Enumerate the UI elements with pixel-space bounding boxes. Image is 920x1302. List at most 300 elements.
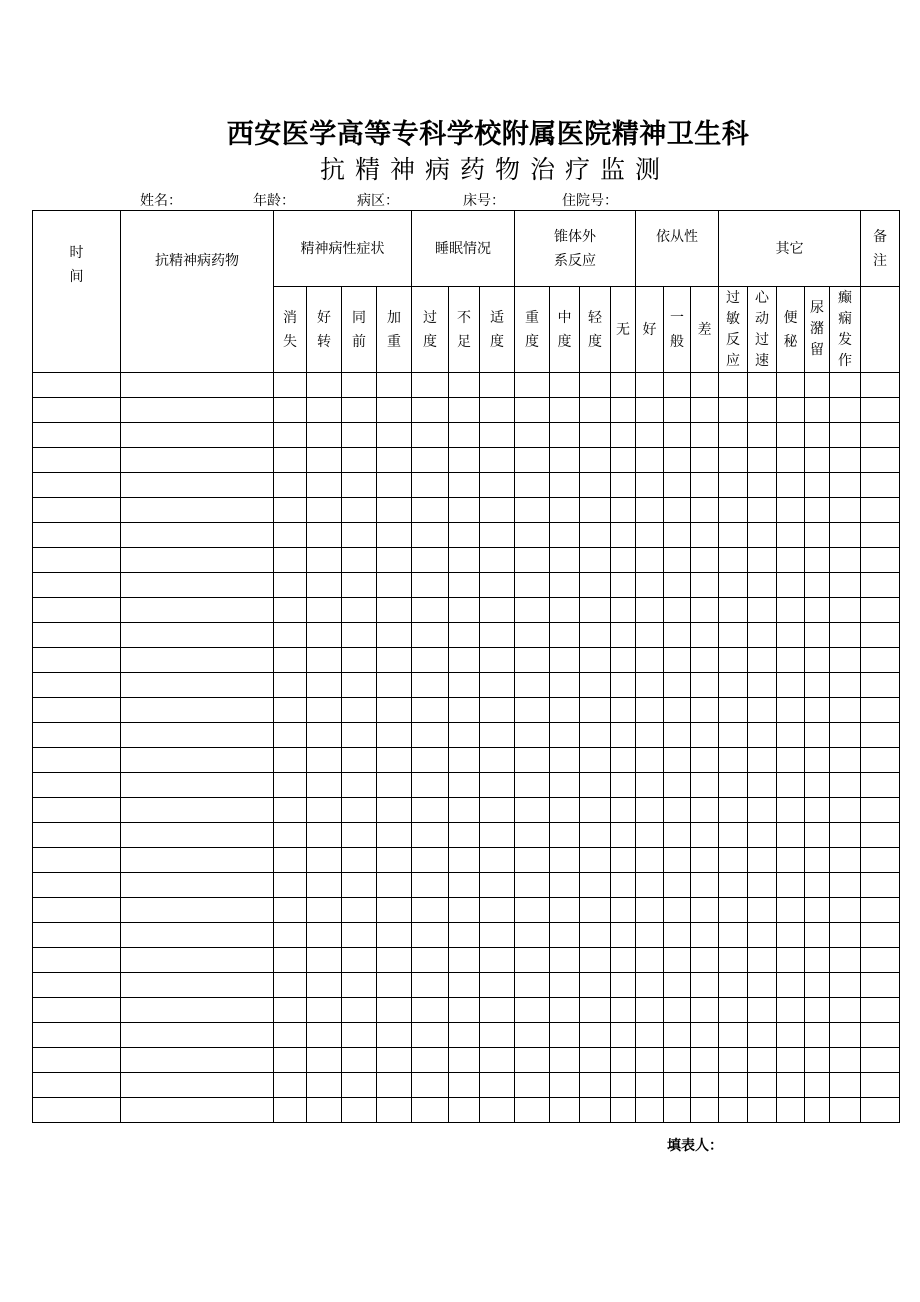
entry-cell[interactable] — [307, 523, 342, 548]
entry-cell[interactable] — [515, 548, 550, 573]
entry-cell[interactable] — [830, 448, 861, 473]
entry-cell[interactable] — [449, 373, 480, 398]
entry-cell[interactable] — [412, 998, 449, 1023]
entry-cell[interactable] — [550, 498, 580, 523]
entry-cell[interactable] — [830, 473, 861, 498]
entry-cell[interactable] — [719, 748, 748, 773]
entry-cell[interactable] — [274, 823, 307, 848]
entry-cell[interactable] — [611, 523, 636, 548]
entry-cell[interactable] — [33, 848, 121, 873]
entry-cell[interactable] — [777, 473, 805, 498]
entry-cell[interactable] — [805, 1048, 830, 1073]
entry-cell[interactable] — [861, 698, 900, 723]
entry-cell[interactable] — [307, 923, 342, 948]
entry-cell[interactable] — [33, 1023, 121, 1048]
entry-cell[interactable] — [691, 498, 719, 523]
entry-cell[interactable] — [550, 373, 580, 398]
entry-cell[interactable] — [121, 873, 274, 898]
entry-cell[interactable] — [515, 473, 550, 498]
entry-cell[interactable] — [636, 923, 664, 948]
entry-cell[interactable] — [342, 673, 377, 698]
entry-cell[interactable] — [611, 698, 636, 723]
entry-cell[interactable] — [33, 1073, 121, 1098]
entry-cell[interactable] — [580, 623, 611, 648]
entry-cell[interactable] — [748, 598, 777, 623]
entry-cell[interactable] — [691, 448, 719, 473]
entry-cell[interactable] — [691, 548, 719, 573]
entry-cell[interactable] — [480, 773, 515, 798]
entry-cell[interactable] — [611, 473, 636, 498]
entry-cell[interactable] — [449, 523, 480, 548]
entry-cell[interactable] — [121, 623, 274, 648]
entry-cell[interactable] — [377, 748, 412, 773]
entry-cell[interactable] — [515, 573, 550, 598]
entry-cell[interactable] — [274, 723, 307, 748]
entry-cell[interactable] — [664, 923, 691, 948]
entry-cell[interactable] — [611, 373, 636, 398]
entry-cell[interactable] — [377, 448, 412, 473]
entry-cell[interactable] — [342, 373, 377, 398]
entry-cell[interactable] — [830, 598, 861, 623]
entry-cell[interactable] — [33, 1098, 121, 1123]
entry-cell[interactable] — [636, 748, 664, 773]
entry-cell[interactable] — [777, 948, 805, 973]
entry-cell[interactable] — [664, 998, 691, 1023]
entry-cell[interactable] — [121, 598, 274, 623]
entry-cell[interactable] — [377, 1098, 412, 1123]
entry-cell[interactable] — [274, 598, 307, 623]
entry-cell[interactable] — [377, 498, 412, 523]
entry-cell[interactable] — [777, 823, 805, 848]
entry-cell[interactable] — [861, 473, 900, 498]
entry-cell[interactable] — [830, 973, 861, 998]
entry-cell[interactable] — [480, 698, 515, 723]
entry-cell[interactable] — [342, 798, 377, 823]
entry-cell[interactable] — [691, 1073, 719, 1098]
entry-cell[interactable] — [580, 898, 611, 923]
entry-cell[interactable] — [719, 598, 748, 623]
entry-cell[interactable] — [274, 1023, 307, 1048]
entry-cell[interactable] — [748, 423, 777, 448]
entry-cell[interactable] — [719, 1073, 748, 1098]
entry-cell[interactable] — [580, 548, 611, 573]
entry-cell[interactable] — [121, 448, 274, 473]
entry-cell[interactable] — [636, 423, 664, 448]
entry-cell[interactable] — [412, 973, 449, 998]
entry-cell[interactable] — [611, 823, 636, 848]
entry-cell[interactable] — [580, 948, 611, 973]
entry-cell[interactable] — [480, 598, 515, 623]
entry-cell[interactable] — [664, 598, 691, 623]
entry-cell[interactable] — [664, 398, 691, 423]
entry-cell[interactable] — [480, 948, 515, 973]
entry-cell[interactable] — [580, 873, 611, 898]
entry-cell[interactable] — [748, 1073, 777, 1098]
entry-cell[interactable] — [121, 1023, 274, 1048]
entry-cell[interactable] — [377, 623, 412, 648]
entry-cell[interactable] — [580, 473, 611, 498]
entry-cell[interactable] — [33, 623, 121, 648]
entry-cell[interactable] — [748, 523, 777, 548]
entry-cell[interactable] — [664, 973, 691, 998]
entry-cell[interactable] — [636, 898, 664, 923]
entry-cell[interactable] — [307, 973, 342, 998]
entry-cell[interactable] — [664, 498, 691, 523]
entry-cell[interactable] — [412, 398, 449, 423]
entry-cell[interactable] — [805, 698, 830, 723]
entry-cell[interactable] — [719, 973, 748, 998]
entry-cell[interactable] — [636, 473, 664, 498]
entry-cell[interactable] — [33, 898, 121, 923]
entry-cell[interactable] — [664, 573, 691, 598]
entry-cell[interactable] — [611, 798, 636, 823]
entry-cell[interactable] — [580, 498, 611, 523]
entry-cell[interactable] — [449, 1098, 480, 1123]
entry-cell[interactable] — [691, 423, 719, 448]
entry-cell[interactable] — [412, 373, 449, 398]
entry-cell[interactable] — [861, 1073, 900, 1098]
entry-cell[interactable] — [274, 448, 307, 473]
entry-cell[interactable] — [33, 373, 121, 398]
entry-cell[interactable] — [449, 773, 480, 798]
entry-cell[interactable] — [636, 1023, 664, 1048]
entry-cell[interactable] — [550, 723, 580, 748]
entry-cell[interactable] — [480, 1098, 515, 1123]
entry-cell[interactable] — [830, 923, 861, 948]
entry-cell[interactable] — [691, 648, 719, 673]
entry-cell[interactable] — [830, 398, 861, 423]
entry-cell[interactable] — [861, 1023, 900, 1048]
entry-cell[interactable] — [550, 523, 580, 548]
entry-cell[interactable] — [830, 723, 861, 748]
entry-cell[interactable] — [636, 973, 664, 998]
entry-cell[interactable] — [691, 573, 719, 598]
entry-cell[interactable] — [515, 923, 550, 948]
entry-cell[interactable] — [377, 1023, 412, 1048]
entry-cell[interactable] — [777, 998, 805, 1023]
entry-cell[interactable] — [449, 648, 480, 673]
entry-cell[interactable] — [33, 648, 121, 673]
entry-cell[interactable] — [515, 423, 550, 448]
entry-cell[interactable] — [777, 973, 805, 998]
entry-cell[interactable] — [691, 598, 719, 623]
entry-cell[interactable] — [777, 723, 805, 748]
entry-cell[interactable] — [861, 823, 900, 848]
entry-cell[interactable] — [515, 723, 550, 748]
entry-cell[interactable] — [719, 723, 748, 748]
entry-cell[interactable] — [307, 1098, 342, 1123]
entry-cell[interactable] — [449, 748, 480, 773]
entry-cell[interactable] — [121, 698, 274, 723]
entry-cell[interactable] — [550, 648, 580, 673]
entry-cell[interactable] — [719, 773, 748, 798]
entry-cell[interactable] — [550, 848, 580, 873]
entry-cell[interactable] — [342, 948, 377, 973]
entry-cell[interactable] — [550, 1073, 580, 1098]
entry-cell[interactable] — [664, 723, 691, 748]
entry-cell[interactable] — [307, 898, 342, 923]
entry-cell[interactable] — [611, 623, 636, 648]
entry-cell[interactable] — [805, 748, 830, 773]
entry-cell[interactable] — [121, 398, 274, 423]
entry-cell[interactable] — [830, 773, 861, 798]
entry-cell[interactable] — [691, 1023, 719, 1048]
entry-cell[interactable] — [580, 673, 611, 698]
entry-cell[interactable] — [449, 673, 480, 698]
entry-cell[interactable] — [636, 998, 664, 1023]
entry-cell[interactable] — [861, 648, 900, 673]
entry-cell[interactable] — [748, 723, 777, 748]
entry-cell[interactable] — [307, 1023, 342, 1048]
entry-cell[interactable] — [274, 848, 307, 873]
entry-cell[interactable] — [480, 523, 515, 548]
entry-cell[interactable] — [342, 848, 377, 873]
entry-cell[interactable] — [515, 798, 550, 823]
entry-cell[interactable] — [377, 598, 412, 623]
entry-cell[interactable] — [805, 1023, 830, 1048]
entry-cell[interactable] — [636, 1073, 664, 1098]
entry-cell[interactable] — [580, 448, 611, 473]
entry-cell[interactable] — [830, 498, 861, 523]
entry-cell[interactable] — [274, 798, 307, 823]
entry-cell[interactable] — [748, 948, 777, 973]
entry-cell[interactable] — [33, 773, 121, 798]
entry-cell[interactable] — [748, 473, 777, 498]
entry-cell[interactable] — [719, 873, 748, 898]
entry-cell[interactable] — [121, 573, 274, 598]
entry-cell[interactable] — [121, 373, 274, 398]
entry-cell[interactable] — [719, 448, 748, 473]
entry-cell[interactable] — [342, 648, 377, 673]
entry-cell[interactable] — [777, 1048, 805, 1073]
entry-cell[interactable] — [342, 573, 377, 598]
entry-cell[interactable] — [748, 1048, 777, 1073]
entry-cell[interactable] — [550, 573, 580, 598]
entry-cell[interactable] — [861, 998, 900, 1023]
entry-cell[interactable] — [480, 873, 515, 898]
entry-cell[interactable] — [377, 973, 412, 998]
entry-cell[interactable] — [611, 948, 636, 973]
entry-cell[interactable] — [805, 1073, 830, 1098]
entry-cell[interactable] — [449, 873, 480, 898]
entry-cell[interactable] — [377, 398, 412, 423]
entry-cell[interactable] — [830, 1073, 861, 1098]
entry-cell[interactable] — [861, 423, 900, 448]
entry-cell[interactable] — [515, 823, 550, 848]
entry-cell[interactable] — [412, 923, 449, 948]
entry-cell[interactable] — [449, 1023, 480, 1048]
entry-cell[interactable] — [449, 923, 480, 948]
entry-cell[interactable] — [412, 648, 449, 673]
entry-cell[interactable] — [412, 598, 449, 623]
entry-cell[interactable] — [664, 773, 691, 798]
entry-cell[interactable] — [377, 773, 412, 798]
entry-cell[interactable] — [515, 648, 550, 673]
entry-cell[interactable] — [480, 623, 515, 648]
entry-cell[interactable] — [274, 373, 307, 398]
entry-cell[interactable] — [719, 1048, 748, 1073]
entry-cell[interactable] — [636, 373, 664, 398]
entry-cell[interactable] — [274, 948, 307, 973]
entry-cell[interactable] — [830, 848, 861, 873]
entry-cell[interactable] — [121, 1048, 274, 1073]
entry-cell[interactable] — [449, 898, 480, 923]
entry-cell[interactable] — [515, 498, 550, 523]
entry-cell[interactable] — [748, 648, 777, 673]
entry-cell[interactable] — [377, 898, 412, 923]
entry-cell[interactable] — [480, 398, 515, 423]
entry-cell[interactable] — [412, 1073, 449, 1098]
entry-cell[interactable] — [550, 973, 580, 998]
entry-cell[interactable] — [861, 548, 900, 573]
entry-cell[interactable] — [636, 548, 664, 573]
entry-cell[interactable] — [121, 998, 274, 1023]
entry-cell[interactable] — [580, 1098, 611, 1123]
entry-cell[interactable] — [550, 398, 580, 423]
entry-cell[interactable] — [412, 1048, 449, 1073]
entry-cell[interactable] — [719, 623, 748, 648]
entry-cell[interactable] — [307, 398, 342, 423]
entry-cell[interactable] — [342, 1048, 377, 1073]
entry-cell[interactable] — [664, 673, 691, 698]
entry-cell[interactable] — [121, 1098, 274, 1123]
entry-cell[interactable] — [691, 1048, 719, 1073]
entry-cell[interactable] — [121, 973, 274, 998]
entry-cell[interactable] — [664, 423, 691, 448]
entry-cell[interactable] — [307, 473, 342, 498]
entry-cell[interactable] — [580, 698, 611, 723]
entry-cell[interactable] — [611, 548, 636, 573]
entry-cell[interactable] — [664, 523, 691, 548]
entry-cell[interactable] — [342, 698, 377, 723]
entry-cell[interactable] — [664, 748, 691, 773]
entry-cell[interactable] — [830, 823, 861, 848]
entry-cell[interactable] — [580, 823, 611, 848]
entry-cell[interactable] — [550, 598, 580, 623]
entry-cell[interactable] — [611, 1073, 636, 1098]
entry-cell[interactable] — [748, 923, 777, 948]
entry-cell[interactable] — [777, 498, 805, 523]
entry-cell[interactable] — [412, 823, 449, 848]
entry-cell[interactable] — [611, 1098, 636, 1123]
entry-cell[interactable] — [611, 573, 636, 598]
entry-cell[interactable] — [274, 423, 307, 448]
entry-cell[interactable] — [830, 798, 861, 823]
entry-cell[interactable] — [805, 498, 830, 523]
entry-cell[interactable] — [719, 523, 748, 548]
entry-cell[interactable] — [830, 998, 861, 1023]
entry-cell[interactable] — [777, 698, 805, 723]
entry-cell[interactable] — [480, 898, 515, 923]
entry-cell[interactable] — [777, 398, 805, 423]
entry-cell[interactable] — [121, 898, 274, 923]
entry-cell[interactable] — [449, 423, 480, 448]
entry-cell[interactable] — [274, 998, 307, 1023]
entry-cell[interactable] — [33, 748, 121, 773]
entry-cell[interactable] — [550, 948, 580, 973]
entry-cell[interactable] — [805, 448, 830, 473]
entry-cell[interactable] — [377, 723, 412, 748]
entry-cell[interactable] — [307, 373, 342, 398]
entry-cell[interactable] — [611, 973, 636, 998]
entry-cell[interactable] — [412, 848, 449, 873]
entry-cell[interactable] — [611, 773, 636, 798]
entry-cell[interactable] — [748, 773, 777, 798]
entry-cell[interactable] — [611, 748, 636, 773]
entry-cell[interactable] — [805, 973, 830, 998]
entry-cell[interactable] — [274, 748, 307, 773]
entry-cell[interactable] — [377, 798, 412, 823]
entry-cell[interactable] — [33, 823, 121, 848]
entry-cell[interactable] — [580, 748, 611, 773]
entry-cell[interactable] — [412, 898, 449, 923]
entry-cell[interactable] — [777, 548, 805, 573]
entry-cell[interactable] — [664, 548, 691, 573]
entry-cell[interactable] — [748, 448, 777, 473]
entry-cell[interactable] — [861, 898, 900, 923]
entry-cell[interactable] — [748, 1098, 777, 1123]
entry-cell[interactable] — [449, 848, 480, 873]
entry-cell[interactable] — [377, 373, 412, 398]
entry-cell[interactable] — [515, 698, 550, 723]
entry-cell[interactable] — [691, 748, 719, 773]
entry-cell[interactable] — [515, 948, 550, 973]
entry-cell[interactable] — [33, 998, 121, 1023]
entry-cell[interactable] — [805, 923, 830, 948]
entry-cell[interactable] — [307, 698, 342, 723]
entry-cell[interactable] — [664, 948, 691, 973]
entry-cell[interactable] — [830, 423, 861, 448]
entry-cell[interactable] — [480, 748, 515, 773]
entry-cell[interactable] — [719, 398, 748, 423]
entry-cell[interactable] — [307, 448, 342, 473]
entry-cell[interactable] — [830, 948, 861, 973]
entry-cell[interactable] — [691, 948, 719, 973]
entry-cell[interactable] — [805, 523, 830, 548]
entry-cell[interactable] — [449, 998, 480, 1023]
entry-cell[interactable] — [480, 1073, 515, 1098]
entry-cell[interactable] — [121, 673, 274, 698]
entry-cell[interactable] — [377, 848, 412, 873]
entry-cell[interactable] — [274, 523, 307, 548]
entry-cell[interactable] — [307, 798, 342, 823]
entry-cell[interactable] — [121, 848, 274, 873]
entry-cell[interactable] — [515, 1023, 550, 1048]
entry-cell[interactable] — [121, 1073, 274, 1098]
entry-cell[interactable] — [691, 1098, 719, 1123]
entry-cell[interactable] — [777, 873, 805, 898]
entry-cell[interactable] — [611, 923, 636, 948]
entry-cell[interactable] — [307, 673, 342, 698]
entry-cell[interactable] — [307, 823, 342, 848]
entry-cell[interactable] — [830, 873, 861, 898]
entry-cell[interactable] — [449, 398, 480, 423]
entry-cell[interactable] — [580, 773, 611, 798]
entry-cell[interactable] — [480, 498, 515, 523]
entry-cell[interactable] — [636, 948, 664, 973]
entry-cell[interactable] — [377, 923, 412, 948]
entry-cell[interactable] — [307, 773, 342, 798]
entry-cell[interactable] — [412, 573, 449, 598]
entry-cell[interactable] — [664, 823, 691, 848]
entry-cell[interactable] — [550, 898, 580, 923]
entry-cell[interactable] — [777, 523, 805, 548]
entry-cell[interactable] — [805, 998, 830, 1023]
entry-cell[interactable] — [580, 973, 611, 998]
entry-cell[interactable] — [342, 523, 377, 548]
entry-cell[interactable] — [480, 473, 515, 498]
entry-cell[interactable] — [342, 423, 377, 448]
